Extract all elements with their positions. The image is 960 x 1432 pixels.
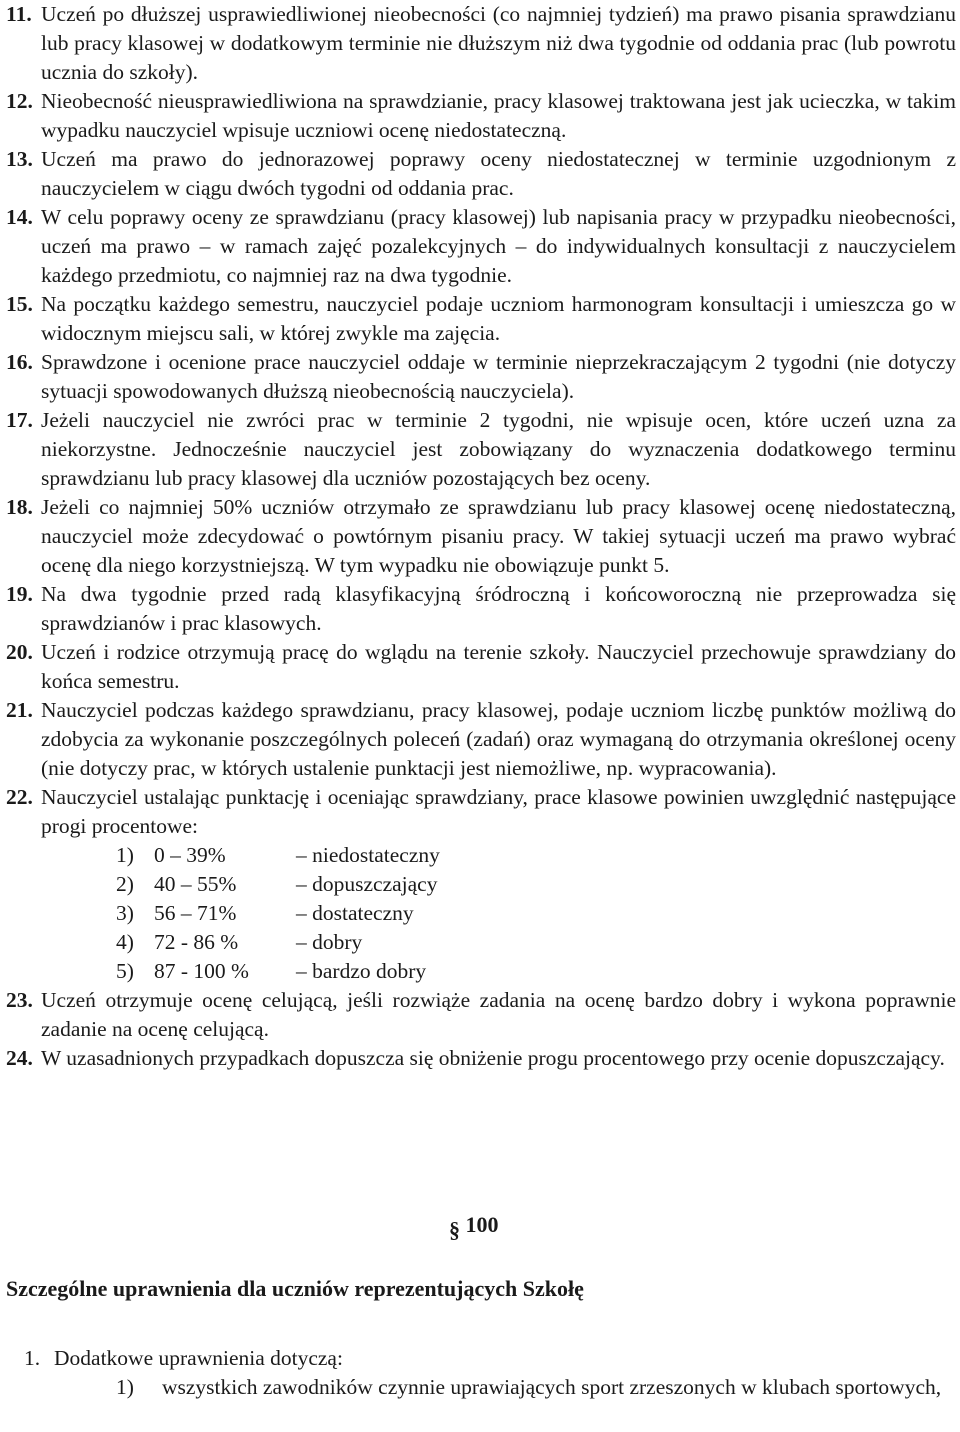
- item-number: 11.: [6, 2, 32, 26]
- item-number: 20.: [6, 640, 33, 664]
- threshold-grade: – dobry: [296, 930, 363, 954]
- list-item-22: [6, 783, 956, 841]
- threshold-number: 4): [116, 930, 134, 954]
- threshold-grade: – dostateczny: [296, 901, 414, 925]
- item-number: 17.: [6, 408, 33, 432]
- nested-item-number: 1): [116, 1375, 134, 1399]
- item-text: Uczeń i rodzice otrzymują pracę do wglądu na terenie szkoły. Nauczyciel przechowuje sprawdziany do końca semestru.: [41, 640, 956, 693]
- nested-item-text: wszystkich zawodników czynnie uprawiających sport zrzeszonych w klubach sportowych,: [162, 1375, 942, 1399]
- threshold-row: [6, 841, 956, 870]
- sub-item-number: 1.: [24, 1346, 41, 1370]
- sub-item-text: Dodatkowe uprawnienia dotyczą:: [54, 1346, 343, 1370]
- threshold-row: [6, 957, 956, 986]
- list-item-24: [6, 1044, 956, 1073]
- item-text: Sprawdzone i ocenione prace nauczyciel oddaje w terminie nieprzekraczającym 2 tygodni (nie dotyczy sytuacji spowodowanych dłuższą nieobecnością nauczyciela).: [41, 350, 956, 403]
- item-text: Jeżeli co najmniej 50% uczniów otrzymało ze sprawdzianu lub pracy klasowej ocenę niedostateczną, nauczyciel może zdecydować o powtórnym pisaniu pracy. W takiej sytuacji uczeń ma prawo wybrać ocenę dla niego korzystniejszą. W tym wypadku nie obowiązuje punkt 5.: [41, 495, 956, 577]
- list-item-20: [6, 638, 956, 696]
- list-item-17: [6, 406, 956, 493]
- item-text: Na początku każdego semestru, nauczyciel podaje uczniom harmonogram konsultacji i umieszcza go w widocznym miejscu sali, w której zwykle ma zajęcia.: [41, 292, 956, 345]
- threshold-grade: – niedostateczny: [296, 843, 440, 867]
- threshold-percent: 56 – 71%: [154, 901, 237, 925]
- item-text: Na dwa tygodnie przed radą klasyfikacyjną śródroczną i końcoworoczną nie przeprowadza się sprawdzianów i prac klasowych.: [41, 582, 956, 635]
- list-item-21: [6, 696, 956, 783]
- section-title: Szczególne uprawnienia dla uczniów reprezentujących Szkołę: [6, 1276, 584, 1301]
- document-page: [6, 0, 956, 1399]
- list-item-14: [6, 203, 956, 290]
- item-number: 14.: [6, 205, 33, 229]
- item-text: Nauczyciel ustalając punktację i oceniając sprawdziany, prace klasowe powinien uwzględnić następujące progi procentowe:: [41, 785, 956, 838]
- threshold-grade: – bardzo dobry: [296, 959, 427, 983]
- list-item-12: [6, 87, 956, 145]
- item-text: Nauczyciel podczas każdego sprawdzianu, pracy klasowej, podaje uczniom liczbę punktów możliwą do zdobycia za wykonanie poszczególnych poleceń (zadań) oraz wymaganą do otrzymania określonej oceny (nie dotyczy prac, w których ustalenie punktacji jest niemożliwe, np. wypracowania).: [41, 698, 956, 780]
- item-number: 21.: [6, 698, 33, 722]
- item-text: Uczeń po dłuższej usprawiedliwionej nieobecności (co najmniej tydzień) ma prawo pisania sprawdzianu lub pracy klasowej w dodatkowym terminie nie dłuższym niż dwa tygodnie od oddania prac (lub powrotu ucznia do szkoły).: [41, 2, 956, 84]
- threshold-row: [6, 899, 956, 928]
- threshold-percent: 0 – 39%: [154, 843, 226, 867]
- threshold-number: 5): [116, 959, 134, 983]
- threshold-number: 3): [116, 901, 134, 925]
- sub-list-item: [24, 1344, 343, 1373]
- item-number: 18.: [6, 495, 33, 519]
- item-number: 22.: [6, 785, 33, 809]
- item-text: Jeżeli nauczyciel nie zwróci prac w terminie 2 tygodni, nie wpisuje ocen, które uczeń uzna za niekorzystne. Jednocześnie nauczyciel jest zobowiązany do wyznaczenia dodatkowego terminu sprawdzianu lub pracy klasowej dla uczniów pozostających bez oceny.: [41, 408, 956, 490]
- paragraph-number: 100: [465, 1212, 499, 1237]
- threshold-grade: – dopuszczający: [296, 872, 438, 896]
- list-item-19: [6, 580, 956, 638]
- item-text: Uczeń ma prawo do jednorazowej poprawy oceny niedostatecznej w terminie uzgodnionym z nauczycielem w ciągu dwóch tygodni od oddania prac.: [41, 147, 956, 200]
- threshold-row: [6, 870, 956, 899]
- list-item-23: [6, 986, 956, 1044]
- item-number: 13.: [6, 147, 33, 171]
- list-item-13: [6, 145, 956, 203]
- item-number: 24.: [6, 1046, 33, 1070]
- item-number: 15.: [6, 292, 33, 316]
- threshold-percent: 40 – 55%: [154, 872, 237, 896]
- paragraph-heading: [449, 1210, 499, 1242]
- item-number: 12.: [6, 89, 33, 113]
- item-text: Uczeń otrzymuje ocenę celującą, jeśli rozwiąże zadania na ocenę bardzo dobry i wykona poprawnie zadanie na ocenę celującą.: [41, 988, 956, 1041]
- list-item-11: [6, 0, 956, 87]
- threshold-row: [6, 928, 956, 957]
- item-text: Nieobecność nieusprawiedliwiona na sprawdzianie, pracy klasowej traktowana jest jak ucieczka, w takim wypadku nauczyciel wpisuje uczniowi ocenę niedostateczną.: [41, 89, 956, 142]
- item-number: 19.: [6, 582, 33, 606]
- section-sign-icon: §: [449, 1217, 460, 1242]
- item-number: 16.: [6, 350, 33, 374]
- threshold-percent: 87 - 100 %: [154, 959, 249, 983]
- list-item-18: [6, 493, 956, 580]
- grade-thresholds: [6, 841, 956, 986]
- threshold-percent: 72 - 86 %: [154, 930, 239, 954]
- item-text: W uzasadnionych przypadkach dopuszcza się obniżenie progu procentowego przy ocenie dopuszczający.: [41, 1046, 945, 1070]
- list-item-16: [6, 348, 956, 406]
- nested-list-item: [116, 1373, 960, 1402]
- threshold-number: 1): [116, 843, 134, 867]
- list-item-15: [6, 290, 956, 348]
- item-number: 23.: [6, 988, 33, 1012]
- threshold-number: 2): [116, 872, 134, 896]
- item-text: W celu poprawy oceny ze sprawdzianu (pracy klasowej) lub napisania pracy w przypadku nieobecności, uczeń ma prawo – w ramach zajęć pozalekcyjnych – do indywidualnych konsultacji z nauczycielem każdego przedmiotu, co najmniej raz na dwa tygodnie.: [41, 205, 956, 287]
